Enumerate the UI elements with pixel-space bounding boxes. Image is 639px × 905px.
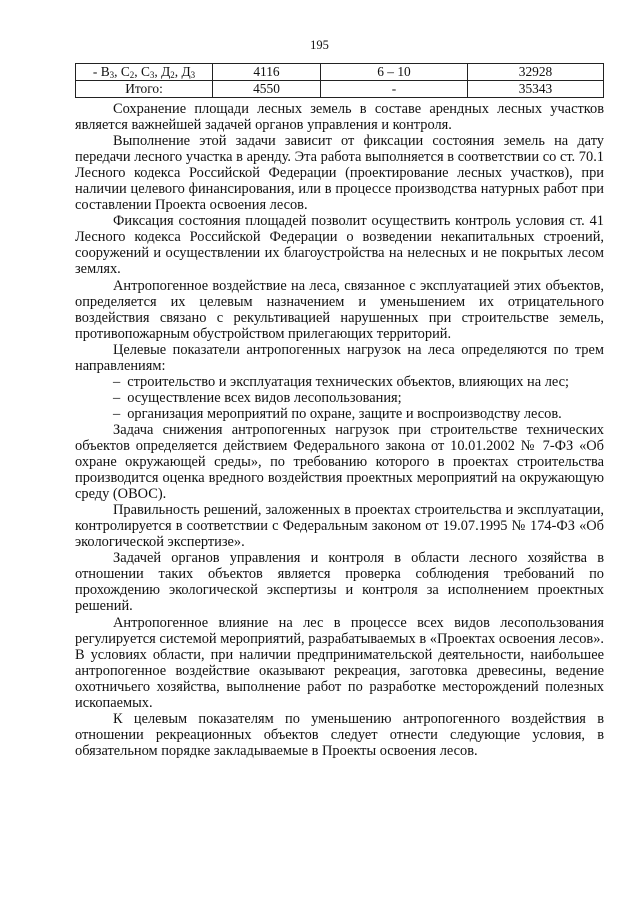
table-cell-total: 32928: [468, 64, 604, 81]
list-item-text: осуществление всех видов лесопользования;: [127, 389, 402, 406]
list-item-text: строительство и эксплуатация технических объектов, влияющих на лес;: [127, 373, 570, 390]
list-item-text: организация мероприятий по охране, защите и воспроизводству лесов.: [127, 405, 562, 422]
list-item: [75, 390, 604, 406]
dash-bullet-icon: –: [113, 373, 121, 390]
table-cell-range: -: [321, 81, 468, 98]
table-cell-category: - $В_3$, $С_2$, $С_3$, $Д_2$, $Д_3$: [76, 64, 213, 81]
paragraph: Задачей органов управления и контроля в области лесного хозяйства в отношении таких объектов является проверка соблюдения требований по прохождению экологической экспертизы и контроля за исполнением проектных решений.: [75, 550, 604, 615]
paragraph: Антропогенное воздействие на леса, связанное с эксплуатацией этих объектов, определяется их целевым назначением и уменьшением их отрицательного воздействия связано с рекультивацией нарушенных при строительстве земель, противопожарным обустройством прилегающих территорий.: [75, 277, 604, 342]
paragraph: Сохранение площади лесных земель в составе арендных лесных участков является важнейшей задачей органов управления и контроля.: [75, 101, 604, 134]
table-cell-count: 4550: [213, 81, 321, 98]
table-cell-total: 35343: [468, 81, 604, 98]
paragraph: Фиксация состояния площадей позволит осуществить контроль условия ст. 41 Лесного кодекса Российской Федерации о возведении некапитальных строений, сооружений и осуществлении их благоустройства на нелесных и не покрытых лесом землях.: [75, 213, 604, 278]
dash-bullet-icon: –: [113, 389, 121, 406]
paragraph: Выполнение этой задачи зависит от фиксации состояния земель на дату передачи лесного участка в аренду. Эта работа выполняется в соответствии со ст. 70.1 Лесного кодекса Российской Федерации (проектирование лесных участков), при наличии целевого финансирования, или в процессе производства натурных работ при составлении Проекта освоения лесов.: [75, 133, 604, 214]
paragraph: Целевые показатели антропогенных нагрузок на леса определяются по трем направлениям:: [75, 341, 604, 374]
table-cell-category: Итого:: [76, 81, 213, 98]
table-cell-count: 4116: [213, 64, 321, 81]
paragraph: Правильность решений, заложенных в проектах строительства и эксплуатации, контролируется в соответствии с Федеральным законом от 19.07.1995 № 174-ФЗ «Об экологической экспертизе».: [75, 502, 604, 551]
paragraph: К целевым показателям по уменьшению антропогенного воздействия в отношении рекреационных объектов следует отнести следующие условия, в обязательном порядке закладываемые в Проекты освоения лесов.: [75, 710, 604, 759]
table-row: [76, 64, 604, 81]
page-number: 195: [310, 38, 329, 52]
paragraph: Антропогенное влияние на лес в процессе всех видов лесопользования регулируется системой мероприятий, разрабатываемых в «Проектах освоения лесов». В условиях области, при наличии предпринимательской деятельности, наибольшее антропогенное воздействие оказывают рекреация, заготовка древесины, ведение охотничьего хозяйства, выполнение работ по разработке месторождений полезных ископаемых.: [75, 614, 604, 711]
table-row: [76, 81, 604, 98]
dash-bullet-icon: –: [113, 405, 121, 422]
body-text: [75, 101, 604, 759]
list-item: [75, 374, 604, 390]
list-item: [75, 406, 604, 422]
summary-table: [75, 63, 604, 98]
paragraph: Задача снижения антропогенных нагрузок при строительстве технических объектов определяется действием Федерального закона от 10.01.2002 № 7-ФЗ «Об охране окружающей среды», по требованию которого в проектах строительства производится оценка вредного воздействия проектных мероприятий на окружающую среду (ОВОС).: [75, 421, 604, 503]
table-cell-range: 6 – 10: [321, 64, 468, 81]
